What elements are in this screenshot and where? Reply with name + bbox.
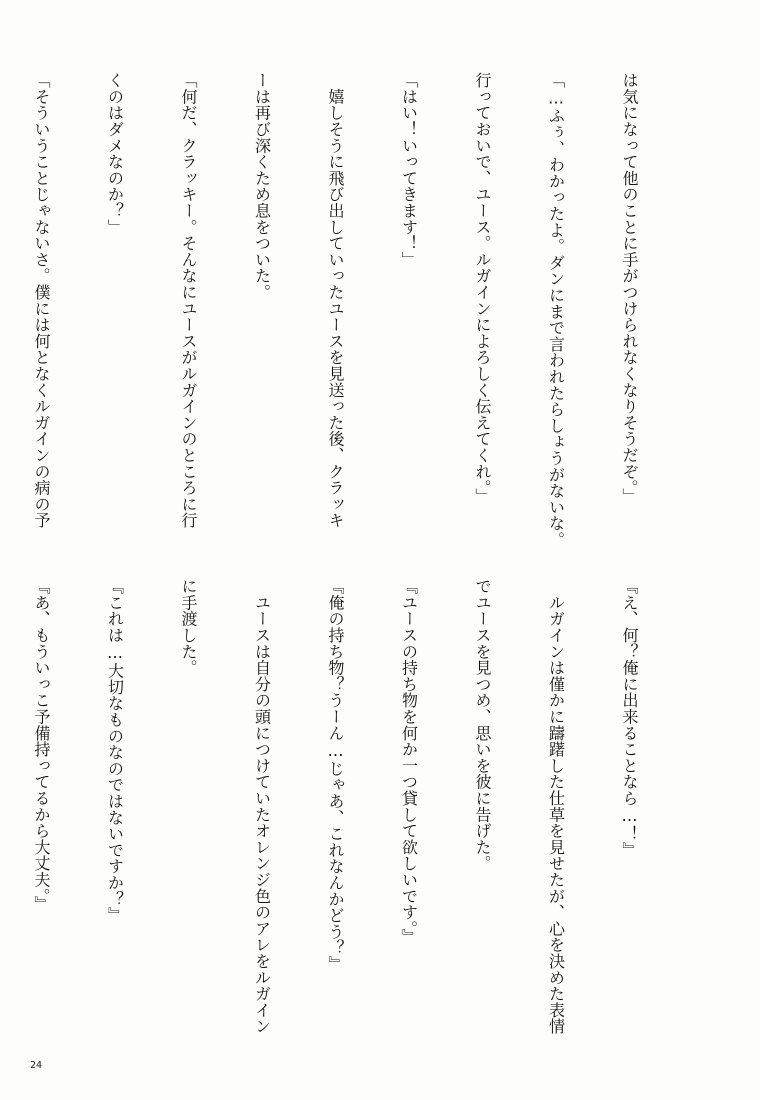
upper-text-block — [0, 72, 690, 548]
text-line: は気になって他のことに手がつけられなくなりそうだぞ。」 — [620, 72, 639, 505]
lower-text-block — [0, 578, 690, 1048]
text-line: 『あ、もういっこ予備持ってるから大丈夫。』 — [32, 578, 51, 913]
text-line: 『これは…大切なものなのではないですか？』 — [105, 578, 125, 924]
text-line: 『ユースの持ち物を何か一つ貸して欲しいです。』 — [399, 578, 419, 945]
text-line: 行っておいで、ユース。ルガインによろしく伝えてくれ。」 — [473, 72, 492, 505]
text-line: に手渡した。 — [179, 578, 198, 676]
text-line: 『え、何？俺に出来ることなら…！』 — [620, 578, 639, 859]
text-line: ユースは自分の頭につけていたオレンジ色のアレをルガイン — [252, 578, 272, 1035]
text-line: ーは再び深くため息をついた。 — [252, 72, 272, 301]
page-number: 24 — [30, 1060, 43, 1071]
text-line: でユースを見つめ、思いを彼に告げた。 — [473, 578, 492, 872]
text-line: 「はい！いってきます！」 — [399, 72, 419, 268]
text-line: 「何だ、クラッキー。そんなにユースがルガインのところに行 — [179, 72, 198, 529]
text-line: 「…ふぅ、わかったよ。ダンにまで言われたらしょうがないな。 — [546, 72, 566, 548]
text-line: 嬉しそうに飛び出していったユースを見送った後、クラッキ — [326, 72, 345, 529]
text-line: ルガインは僅かに躊躇した仕草を見せたが、心を決めた表情 — [546, 578, 566, 1035]
text-line: 『俺の持ち物？うーん…じゃあ、これなんかどう？』 — [326, 578, 345, 973]
text-line: くのはダメなのか？」 — [105, 72, 125, 235]
text-line: 「そういうことじゃないさ。僕には何となくルガインの病の予 — [32, 72, 51, 529]
